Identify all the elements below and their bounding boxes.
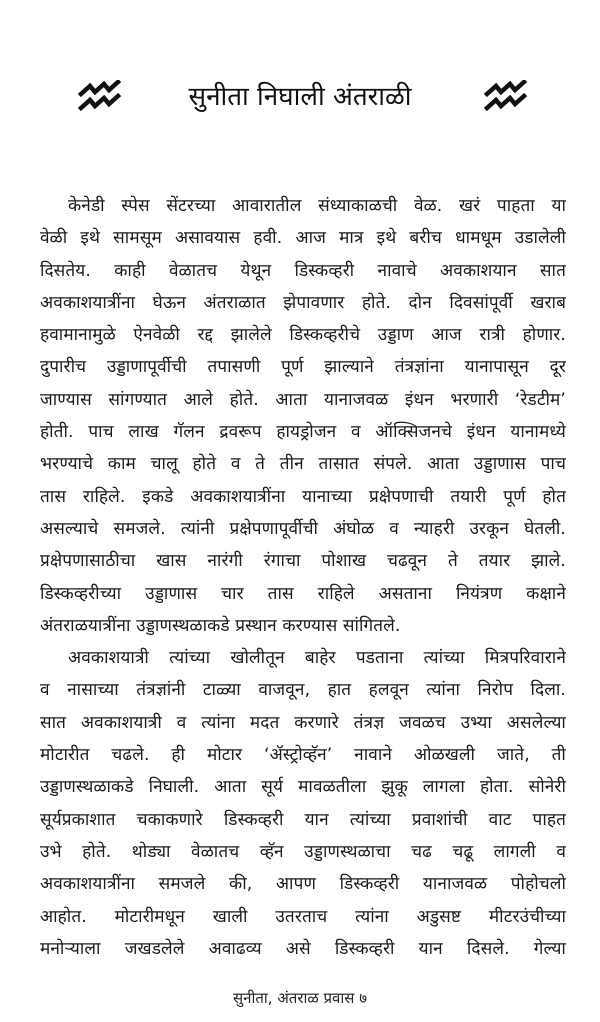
body-line: जाण्यास सांगण्यात आले होते. आता यानाजवळ इंधन भरणारी ‘रेडटीम’ — [40, 389, 566, 410]
aquarius-zodiac-icon — [78, 80, 124, 114]
body-line: अंतराळयात्रींना उड्डाणस्थळाकडे प्रस्थान करण्यास सांगितले. — [40, 615, 401, 636]
body-line: मोटारीत चढले. ही मोटार ‘ॲस्ट्रोव्हॅन’ नावाने ओळखली जाते, ती — [40, 745, 566, 766]
page-footer: सुनीता, अंतराळ प्रवास ७ — [233, 989, 367, 1007]
body-line: अवकाशयात्रींना समजले की, आपण डिस्कव्हरी यानाजवळ पोहोचलो — [40, 874, 566, 895]
body-line: दिसतेय. काही वेळातच येथून डिस्कव्हरी नावाचे अवकाशयान सात — [40, 260, 566, 281]
body-line: तास राहिले. इकडे अवकाशयात्रींना यानाच्या प्रक्षेपणाची तयारी पूर्ण होत — [40, 486, 566, 507]
body-line: दुपारीच उड्डाणापूर्वीची तपासणी पूर्ण झाल्याने तंत्रज्ञांना यानापासून दूर — [40, 357, 566, 378]
body-line: व नासाच्या तंत्रज्ञांनी टाळ्या वाजवून, हात हलवून त्यांना निरोप दिला. — [40, 680, 566, 701]
body-line: असल्याचे समजले. त्यांनी प्रक्षेपणापूर्वीची अंघोळ व न्याहरी उरकून घेतली. — [40, 518, 566, 539]
chapter-header — [0, 72, 600, 122]
body-line: अवकाशयात्री त्यांच्या खोलीतून बाहेर पडताना त्यांच्या मित्रपरिवाराने — [68, 648, 566, 669]
chapter-title: सुनीता निघाली अंतराळी — [188, 82, 412, 112]
body-line: सूर्यप्रकाशात चकाकणारे डिस्कव्हरी यान त्यांच्या प्रवाशांची वाट पाहत — [40, 809, 566, 830]
body-line: हवामानामुळे ऐनवेळी रद्द झालेले डिस्कव्हरीचे उड्डाण आज रात्री होणार. — [40, 325, 566, 346]
body-line: आहोत. मोटारीमधून खाली उतरताच त्यांना अडुसष्ट मीटरउंचीच्या — [40, 906, 566, 927]
body-line: मनोऱ्याला जखडलेले अवाढव्य असे डिस्कव्हरी यान दिसले. गेल्या — [40, 938, 566, 959]
body-line: होती. पाच लाख गॅलन द्रवरूप हायड्रोजन व ऑक्सिजनचे इंधन यानामध्ये — [40, 422, 566, 443]
body-line: भरण्याचे काम चालू होते व ते तीन तासात संपले. आता उड्डाणास पाच — [40, 454, 566, 475]
body-line: उभे होते. थोड्या वेळातच व्हॅन उड्डाणस्थळाचा चढ चढू लागली व — [40, 841, 566, 862]
body-line: केनेडी स्पेस सेंटरच्या आवारातील संध्याकाळची वेळ. खरं पाहता या — [68, 196, 566, 216]
chapter-body — [40, 190, 566, 965]
aquarius-zodiac-icon — [484, 80, 530, 114]
body-line: सात अवकाशयात्री व त्यांना मदत करणारे तंत्रज्ञ जवळच उभ्या असलेल्या — [40, 712, 566, 733]
body-line: डिस्कव्हरीच्या उड्डाणास चार तास राहिले असताना नियंत्रण कक्षाने — [40, 583, 566, 604]
body-line: वेळी इथे सामसूम असावयास हवी. आज मात्र इथे बरीच धामधूम उडालेली — [40, 228, 566, 249]
body-line: अवकाशयात्रींना घेऊन अंतराळात झेपावणार होते. दोन दिवसांपूर्वी खराब — [40, 292, 566, 313]
body-line: प्रक्षेपणासाठीचा खास नारंगी रंगाचा पोशाख चढवून ते तयार झाले. — [40, 551, 566, 572]
body-line: उड्डाणस्थळाकडे निघाली. आता सूर्य मावळतीला झुकू लागला होता. सोनेरी — [40, 777, 566, 798]
